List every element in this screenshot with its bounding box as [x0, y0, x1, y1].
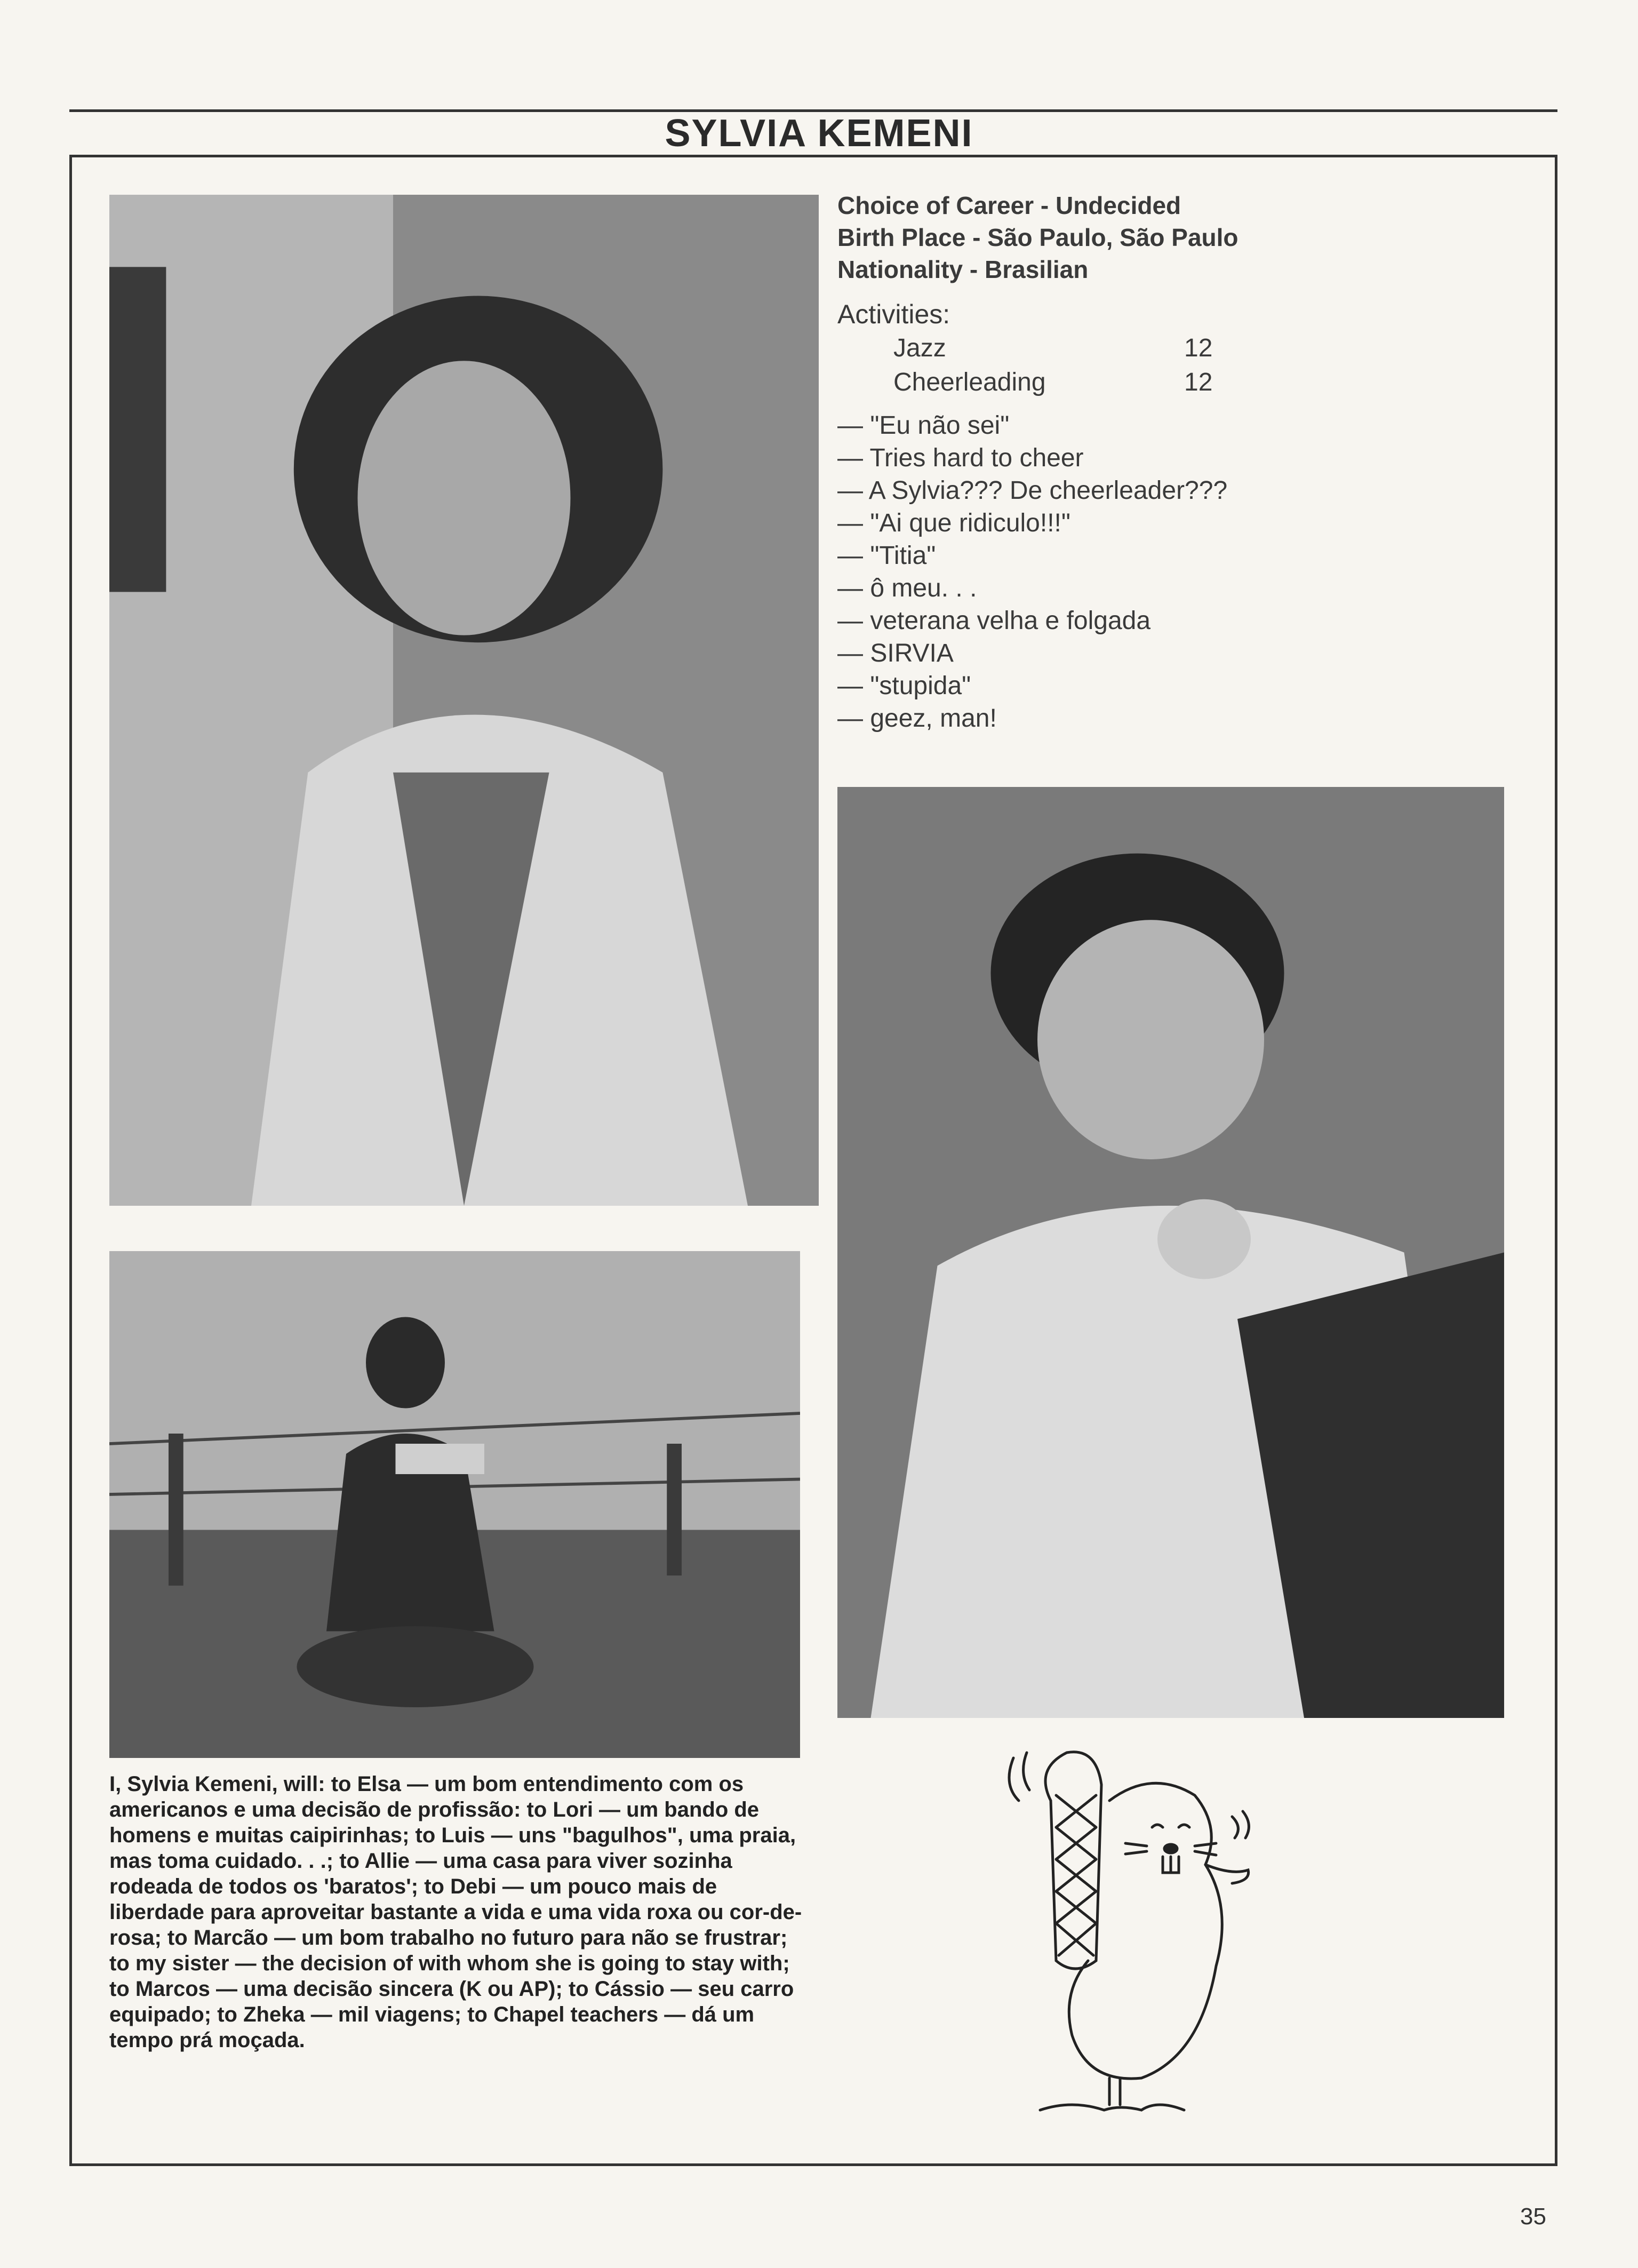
quote-line: — Tries hard to cheer [837, 444, 1084, 472]
career-fact: Choice of Career - Undecided [837, 192, 1181, 219]
portrait-photo [109, 195, 819, 1206]
quote-line: — "Ai que ridiculo!!!" [837, 509, 1070, 537]
facts-list [837, 189, 1531, 285]
smiling-photo [837, 787, 1504, 1718]
activity-row [837, 331, 1531, 365]
quotes-list [837, 409, 1531, 735]
quote-line: — veterana velha e folgada [837, 607, 1151, 635]
activity-name: Jazz [893, 334, 946, 362]
activity-grade: 12 [1184, 368, 1213, 396]
page-number: 35 [1520, 2203, 1546, 2230]
quote-line: — geez, man! [837, 704, 997, 733]
page-title: SYLVIA KEMENI [665, 112, 973, 155]
birthplace-fact: Birth Place - São Paulo, São Paulo [837, 224, 1239, 251]
quote-line: — A Sylvia??? De cheerleader??? [837, 476, 1228, 505]
activity-row [837, 365, 1531, 400]
nationality-fact: Nationality - Brasilian [837, 256, 1089, 283]
quote-line: — "stupida" [837, 672, 971, 700]
sitting-on-grass-photo [109, 1251, 800, 1758]
quote-line: — ô meu. . . [837, 574, 977, 602]
beaver-drawing-icon [981, 1737, 1355, 2121]
activity-grade: 12 [1184, 334, 1213, 362]
quote-line: — SIRVIA [837, 639, 954, 667]
activity-name: Cheerleading [893, 368, 1046, 396]
activities-heading: Activities: [837, 299, 950, 329]
student-info [837, 189, 1531, 735]
last-will-paragraph: I, Sylvia Kemeni, will: to Elsa — um bom entendimento com os americanos e uma decisão de profissão: to Lori — um bando de homens e muitas caipirinhas; to Luis — uns "bagulhos", uma praia, mas toma cuidado. . .; to Allie — uma casa para viver sozinha rodeada de todos os 'baratos'; to Debi — um pouco mais de liberdade para aproveitar bastante a vida e uma vida roxa ou cor-de-rosa; to Marcão — um bom trabalho no futuro para não se frustrar; to my sister — the decision of with whom she is going to stay with; to Marcos — uma decisão sincera (K ou AP); to Cássio — seu carro equipado; to Zheka — mil viagens; to Chapel teachers — dá um tempo prá moçada. [109, 1772, 802, 2052]
quote-line: — "Eu não sei" [837, 411, 1010, 440]
quote-line: — "Titia" [837, 542, 936, 570]
